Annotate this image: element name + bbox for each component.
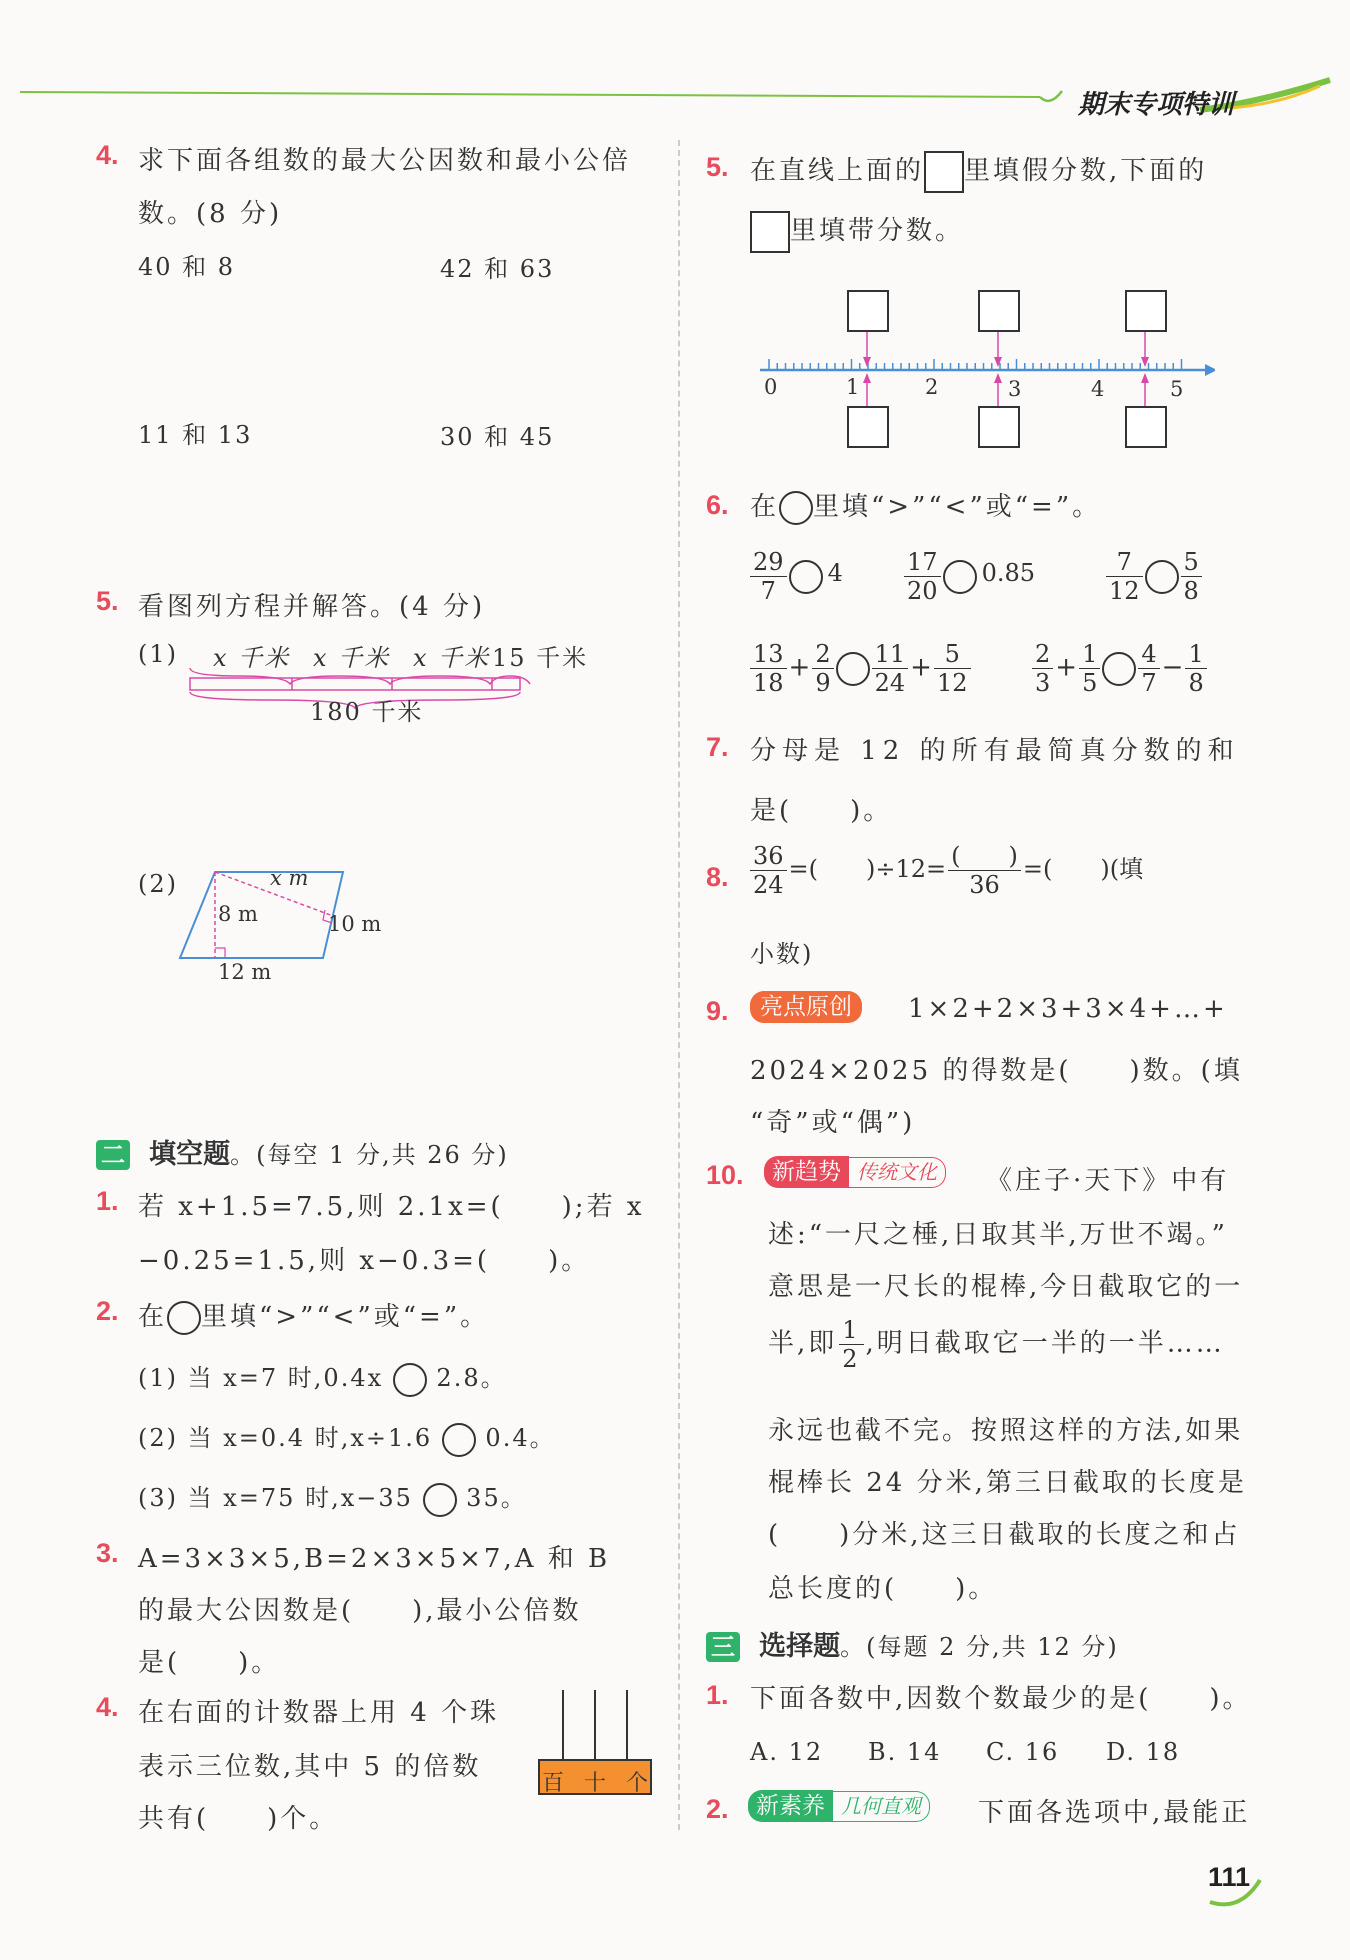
sub-question: (2) 当 x=0.4 时,x÷1.6 0.4。	[138, 1418, 556, 1457]
question-number: 10.	[706, 1160, 744, 1190]
option[interactable]: D. 18	[1106, 1738, 1181, 1766]
question-text: 小数)	[750, 940, 814, 968]
badge-original: 亮点原创	[750, 991, 862, 1023]
section-icon: 三	[706, 1632, 740, 1662]
tick-label: 1	[846, 375, 860, 399]
section-note: 。(每空 1 分,共 26 分)	[230, 1141, 509, 1169]
compare-circle[interactable]	[1102, 652, 1136, 686]
question-number: 1.	[96, 1186, 119, 1216]
badge-new-trend: 新趋势 传统文化	[764, 1156, 946, 1188]
badge-new-literacy: 新素养 几何直观	[748, 1790, 930, 1822]
dimension-label: x m	[270, 866, 309, 890]
question-number: 2.	[706, 1794, 729, 1824]
question-text: −0.25=1.5,则 x−0.3=( )。	[138, 1246, 591, 1276]
question-text: 的最大公因数是( ),最小公倍数	[138, 1596, 582, 1626]
question-text: 1×2+2×3+3×4+…+	[908, 994, 1228, 1024]
question-text: 述:“一尺之棰,日取其半,万世不竭。”	[768, 1220, 1228, 1250]
option[interactable]: A. 12	[750, 1738, 824, 1766]
option[interactable]: B. 14	[868, 1738, 942, 1766]
number-pair: 11 和 13	[138, 421, 253, 449]
dimension-label: 12 m	[218, 960, 272, 984]
header-title: 期末专项特训	[1078, 90, 1235, 120]
question-text: 是( )。	[750, 796, 893, 826]
question-number: 5.	[706, 152, 729, 182]
question-text: 表示三位数,其中 5 的倍数	[138, 1752, 482, 1782]
question-number: 7.	[706, 732, 729, 762]
sub-label: (1)	[138, 640, 178, 668]
section-icon: 二	[96, 1140, 130, 1170]
total-label: 180 千米	[310, 698, 424, 726]
section-heading	[96, 1132, 509, 1171]
question-text: 永远也截不完。按照这样的方法,如果	[768, 1416, 1244, 1446]
tick-label: 2	[925, 375, 939, 399]
tick-label: 4	[1091, 377, 1105, 401]
segment-label: x 千米	[313, 644, 391, 672]
question-text: “奇”或“偶”)	[750, 1108, 916, 1138]
section-title: 选择题	[759, 1631, 841, 1662]
compare-circle	[167, 1301, 201, 1335]
question-text: 半,即 $\frac{1}{2}$ ,明日截取它一半的一半……	[768, 1316, 1225, 1373]
question-text: 看图列方程并解答。(4 分)	[138, 592, 486, 622]
column-divider	[678, 140, 680, 1830]
question-text: 《庄子·天下》中有	[986, 1166, 1230, 1196]
answer-box-top[interactable]	[978, 290, 1020, 332]
number-pair: 30 和 45	[440, 423, 555, 451]
question-text: 意思是一尺长的棍棒,今日截取它的一	[768, 1272, 1244, 1302]
compare-circle[interactable]	[1145, 560, 1179, 594]
compare-circle[interactable]	[943, 560, 977, 594]
number-pair: 42 和 63	[440, 255, 555, 283]
question-text: 2024×2025 的得数是( )数。(填	[750, 1056, 1243, 1086]
segment-label: x 千米	[213, 644, 291, 672]
question-number: 6.	[706, 490, 729, 520]
compare-circle	[779, 491, 813, 525]
page-number-swoosh	[1205, 1872, 1265, 1912]
question-number: 8.	[706, 862, 729, 892]
question-text: 共有( )个。	[138, 1804, 339, 1834]
compare-row: $\frac{13}{18}$ + $\frac{2}{9}$ $\frac{11}{24}$ + $\frac{5}{12}$	[748, 640, 973, 697]
question-number: 4.	[96, 1692, 119, 1722]
question-text: 棍棒长 24 分米,第三日截取的长度是	[768, 1468, 1247, 1498]
section-title: 填空题	[149, 1139, 231, 1170]
question-text: 在右面的计数器上用 4 个珠	[138, 1698, 500, 1728]
question-number: 3.	[96, 1538, 119, 1568]
sub-question: (3) 当 x=75 时,x−35 35。	[138, 1478, 527, 1517]
dimension-label: 8 m	[218, 902, 258, 926]
dimension-label: 10 m	[328, 912, 382, 936]
question-text: ( )分米,这三日截取的长度之和占	[768, 1520, 1241, 1550]
option[interactable]: C. 16	[986, 1738, 1060, 1766]
question-text: 总长度的( )。	[768, 1574, 998, 1604]
question-number: 1.	[706, 1680, 729, 1710]
answer-box-bottom[interactable]	[1125, 406, 1167, 448]
answer-box-bottom[interactable]	[978, 406, 1020, 448]
compare-row: $\frac{7}{12}$ $\frac{5}{8}$	[1104, 548, 1204, 605]
compare-row: $\frac{2}{3}$ + $\frac{1}{5}$ $\frac{4}{7}$ − $\frac{1}{8}$	[1030, 640, 1209, 697]
question-text: 若 x+1.5=7.5,则 2.1x=( );若 x	[138, 1192, 645, 1222]
question-text: 数。(8 分)	[138, 199, 283, 229]
abacus-label: 个	[625, 1771, 648, 1796]
segment-label: x 千米	[413, 644, 491, 672]
answer-box-top[interactable]	[1125, 290, 1167, 332]
answer-box	[924, 151, 964, 193]
answer-box-top[interactable]	[847, 290, 889, 332]
abacus-labels	[542, 1766, 648, 1797]
question-text: 求下面各组数的最大公因数和最小公倍	[138, 146, 632, 176]
answer-box-bottom[interactable]	[847, 406, 889, 448]
page-number: 111	[1208, 1862, 1251, 1892]
question-text: 下面各数中,因数个数最少的是( )。	[750, 1684, 1252, 1714]
question-text: 下面各选项中,最能正	[978, 1798, 1251, 1828]
compare-circle[interactable]	[442, 1423, 476, 1457]
question-text: 在直线上面的 里填假分数,下面的	[750, 150, 1207, 193]
compare-circle[interactable]	[836, 652, 870, 686]
question-text: A=3×3×5,B=2×3×5×7,A 和 B	[138, 1544, 611, 1574]
compare-row: $\frac{29}{7}$ 4	[748, 548, 843, 605]
question-number: 4.	[96, 140, 119, 170]
tick-label: 5	[1170, 377, 1184, 401]
tick-label: 3	[1008, 377, 1022, 401]
tick-label: 0	[764, 375, 778, 399]
question-text: 在 里填“>”“<”或“=”。	[750, 486, 1101, 525]
question-text: 里填带分数。	[750, 210, 964, 253]
abacus-label: 百	[542, 1771, 565, 1796]
question-number: 2.	[96, 1296, 119, 1326]
segment-label: 15 千米	[492, 644, 589, 672]
answer-box	[750, 211, 790, 253]
question-text: 在 里填“>”“<”或“=”。	[138, 1296, 489, 1335]
question-number: 9.	[706, 996, 729, 1026]
compare-row: $\frac{17}{20}$ 0.85	[902, 548, 1035, 605]
question-text: $\frac{36}{24}$ =( )÷12= $\frac{( )}{36}$ =( )(填	[748, 842, 1143, 899]
number-pair: 40 和 8	[138, 253, 236, 281]
section-note: 。(每题 2 分,共 12 分)	[840, 1633, 1119, 1661]
sub-label: (2)	[138, 870, 178, 898]
compare-circle[interactable]	[423, 1483, 457, 1517]
compare-circle[interactable]	[393, 1363, 427, 1397]
question-text: 分母是 12 的所有最简真分数的和	[750, 736, 1240, 766]
compare-circle[interactable]	[789, 560, 823, 594]
section-heading	[706, 1624, 1119, 1663]
sub-question: (1) 当 x=7 时,0.4x 2.8。	[138, 1358, 507, 1397]
question-text: 是( )。	[138, 1648, 281, 1678]
question-number: 5.	[96, 586, 119, 616]
abacus-label: 十	[583, 1771, 606, 1796]
